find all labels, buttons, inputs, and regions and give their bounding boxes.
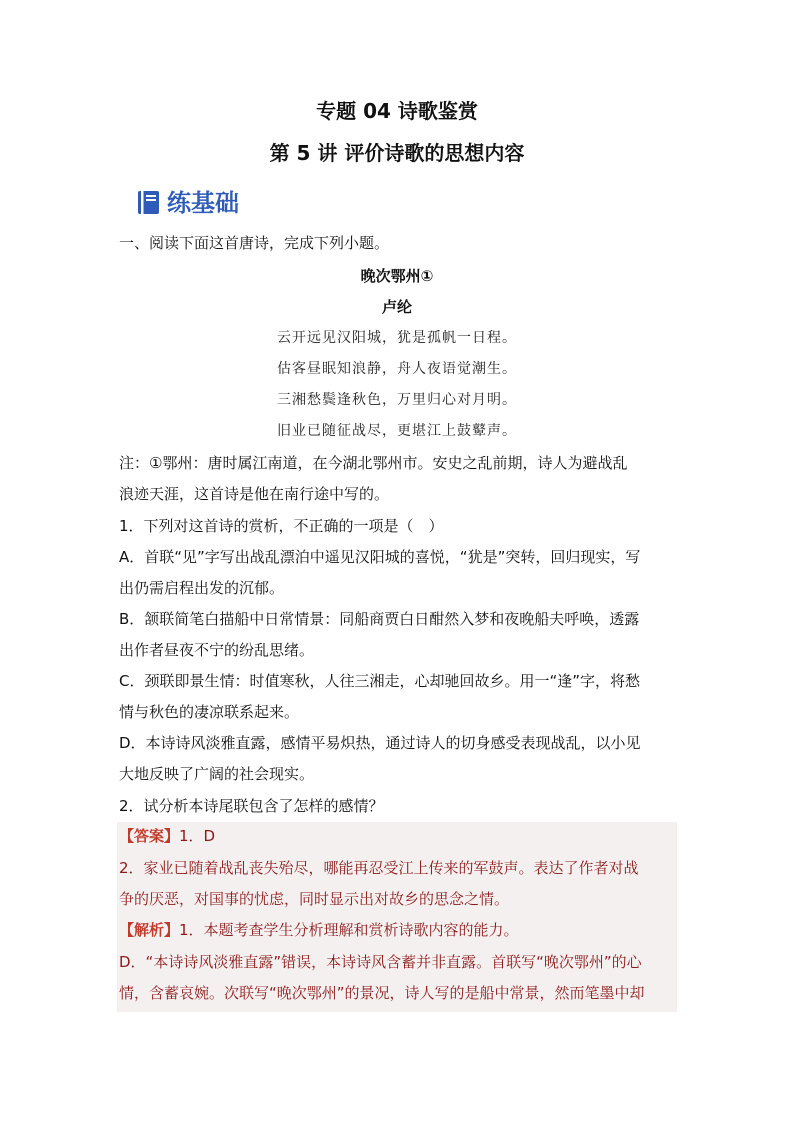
poem-line: 旧业已随征战尽，更堪江上鼓鼙声。 [277, 423, 517, 439]
analysis-1: 1．本题考查学生分析理解和赏析诗歌内容的能力。 [179, 921, 519, 939]
section-label: 练基础 [167, 189, 239, 217]
note-line: 注：①鄂州：唐时属江南道，在今湖北鄂州市。安史之乱前期，诗人为避战乱 [119, 454, 628, 472]
option-b: B．颔联简笔白描船中日常情景：同船商贾白日酣然入梦和夜晚船夫呼唤，透露 [119, 610, 640, 628]
poem-author: 卢纶 [381, 298, 412, 316]
answer-1: 1．D [179, 827, 216, 845]
page-title: 专题 04 诗歌鉴赏 [316, 99, 478, 123]
analysis-line-3: 情，含蓄哀婉。次联写“晚次鄂州”的景况，诗人写的是船中常景，然而笔墨中却 [119, 984, 645, 1002]
poem-line: 三湘愁鬓逢秋色，万里归心对月明。 [277, 392, 517, 408]
question-2-stem: 2．试分析本诗尾联包含了怎样的感情？ [119, 797, 384, 815]
option-d-cont: 大地反映了广阔的社会现实。 [119, 765, 315, 783]
poem-line: 云开远见汉阳城，犹是孤帆一日程。 [277, 330, 517, 346]
question-intro: 一、阅读下面这首唐诗，完成下列小题。 [119, 234, 390, 252]
book-icon [137, 190, 161, 216]
answer-2-line-cont: 争的厌恶，对国事的忧虑，同时显示出对故乡的思念之情。 [119, 890, 510, 908]
option-d: D．本诗诗风淡雅直露，感情平易炽热，通过诗人的切身感受表现战乱，以小见 [119, 734, 641, 752]
option-c: C．颈联即景生情：时值寒秋，人往三湘走，心却驰回故乡。用一“逢”字，将愁 [119, 672, 641, 690]
answer-tag: 【答案】 [119, 827, 180, 845]
answer-2-line: 2．家业已随着战乱丧失殆尽，哪能再忍受江上传来的军鼓声。表达了作者对战 [119, 859, 639, 877]
option-c-cont: 情与秋色的凄凉联系起来。 [119, 703, 300, 721]
option-a-cont: 出仍需启程出发的沉郁。 [119, 579, 285, 597]
analysis-line [119, 920, 679, 940]
analysis-line-2: D．“本诗诗风淡雅直露”错误，本诗诗风含蓄并非直露。首联写“晚次鄂州”的心 [119, 953, 642, 971]
poem-line: 估客昼眠知浪静，舟人夜语觉潮生。 [277, 361, 517, 377]
option-b-cont: 出作者昼夜不宁的纷乱思绪。 [119, 641, 315, 659]
answer-line [119, 826, 679, 846]
note-line: 浪迹天涯，这首诗是他在南行途中写的。 [119, 485, 390, 503]
question-1-stem: 1．下列对这首诗的赏析，不正确的一项是（ ） [119, 517, 444, 535]
poem-title: 晚次鄂州① [360, 267, 434, 285]
analysis-tag: 【解析】 [119, 921, 180, 939]
section-heading [137, 187, 239, 219]
option-a: A．首联“见”字写出战乱漂泊中遥见汉阳城的喜悦，“犹是”突转，回归现实，写 [119, 548, 641, 566]
page-subtitle: 第 5 讲 评价诗歌的思想内容 [269, 141, 525, 165]
